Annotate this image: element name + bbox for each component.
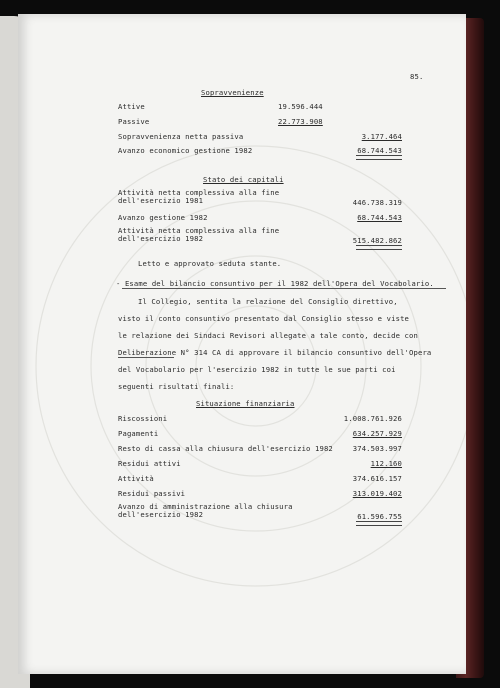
row-label: Residui attivi [118, 459, 181, 468]
paragraph-line: seguenti risultati finali: [118, 382, 235, 391]
row-value: 634.257.929 [352, 429, 402, 438]
row-label: Avanzo economico gestione 1982 [118, 146, 253, 155]
row-label: Attività netta complessiva alla fine dell'esercizio 1982 [118, 226, 280, 244]
row-value: 1.008.761.926 [343, 414, 402, 423]
row-label: Residui passivi [118, 489, 186, 498]
row-value: 313.019.402 [352, 489, 402, 498]
row-label: Attività netta complessiva alla fine dell'esercizio 1981 [118, 188, 280, 206]
paragraph-line: Deliberazione N° 314 CA di approvare il bilancio consuntivo dell'Opera [118, 348, 432, 357]
row-value: 61.596.755 [357, 512, 402, 521]
paragraph-line: Il Collegio, sentita la relazione del Consiglio direttivo, [138, 297, 398, 306]
row-value: 112.160 [370, 459, 402, 468]
document-page [18, 14, 466, 674]
row-value: 446.738.319 [352, 198, 402, 207]
agenda-item-title: - Esame del bilancio consuntivo per il 1982 dell'Opera del Vocabolario. [116, 279, 434, 288]
row-label: Sopravvenienza netta passiva [118, 132, 244, 141]
paragraph-line: visto il conto consuntivo presentato dal Consiglio stesso e viste [118, 314, 410, 323]
row-value: 374.616.157 [352, 474, 402, 483]
row-label: Passive [118, 117, 150, 126]
row-value: 68.744.543 [357, 146, 402, 155]
page-number: 85. [410, 72, 424, 81]
double-rule [356, 155, 402, 160]
watermark-circles [18, 14, 466, 674]
row-value: 68.744.543 [357, 213, 402, 222]
section-heading-sopravvenienze: Sopravvenienze [201, 88, 264, 97]
row-value: 22.773.908 [278, 117, 323, 126]
section-heading-capitali: Stato dei capitali [203, 175, 284, 184]
row-value: 19.596.444 [278, 102, 323, 111]
deliberazione-underline [118, 357, 174, 358]
row-label: Attività [118, 474, 154, 483]
row-label: Pagamenti [118, 429, 159, 438]
row-label: Avanzo gestione 1982 [118, 213, 208, 222]
double-rule [356, 245, 402, 250]
row-label: Avanzo di amministrazione alla chiusura dell'esercizio 1982 [118, 502, 293, 520]
row-value: 374.503.997 [352, 444, 402, 453]
section-heading-finanziaria: Situazione finanziaria [196, 399, 295, 408]
title-underline [122, 288, 446, 289]
paragraph-line: le relazione dei Sindaci Revisori allegate a tale conto, decide con [118, 331, 418, 340]
row-value: 515.482.862 [352, 236, 402, 245]
row-label: Resto di cassa alla chiusura dell'esercizio 1982 [118, 444, 333, 453]
approval-line: Letto e approvato seduta stante. [138, 259, 282, 268]
double-rule [356, 521, 402, 526]
row-label: Riscossioni [118, 414, 168, 423]
paragraph-line: del Vocabolario per l'esercizio 1982 in tutte le sue parti coi [118, 365, 396, 374]
row-label: Attive [118, 102, 145, 111]
row-value: 3.177.464 [361, 132, 402, 141]
